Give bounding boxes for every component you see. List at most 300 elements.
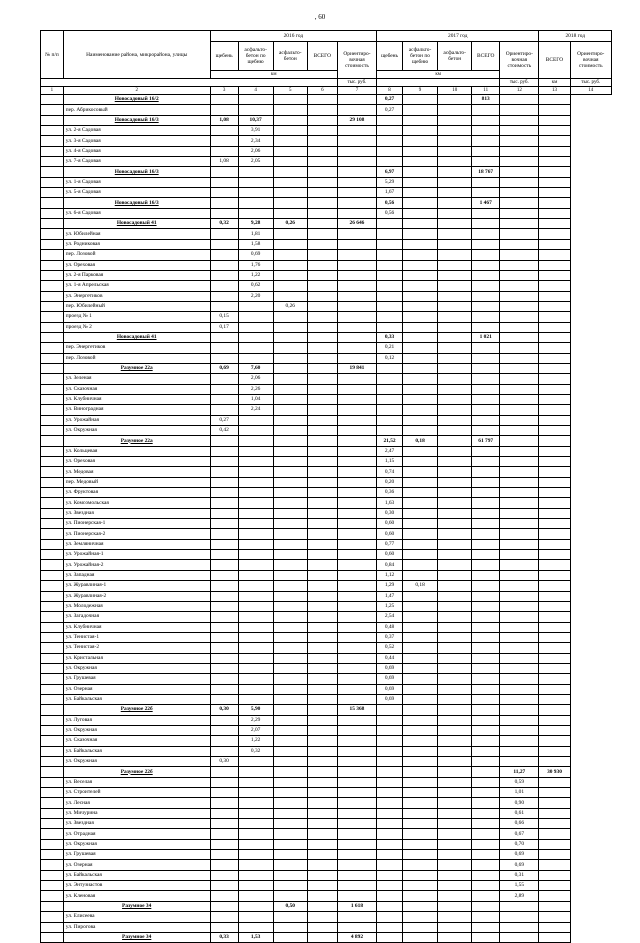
value-cell [337, 529, 376, 539]
value-cell [500, 570, 539, 580]
value-cell [337, 157, 376, 167]
value-cell [307, 115, 337, 125]
value-cell [273, 922, 307, 932]
value-cell [273, 281, 307, 291]
value-cell [500, 705, 539, 715]
value-cell [438, 715, 472, 725]
value-cell [472, 353, 500, 363]
value-cell [307, 829, 337, 839]
value-cell: 0,42 [210, 426, 238, 436]
street-row [41, 829, 612, 839]
value-cell [210, 177, 238, 187]
value-cell [438, 477, 472, 487]
street-name: ул. Байкальская [63, 870, 210, 880]
value-cell [472, 684, 500, 694]
value-cell [273, 146, 307, 156]
value-cell [539, 891, 570, 901]
value-cell [438, 219, 472, 229]
value-cell: 2,06 [238, 374, 273, 384]
value-cell [472, 829, 500, 839]
value-cell [438, 95, 472, 105]
value-cell [238, 353, 273, 363]
row-number-cell [41, 736, 64, 746]
value-cell: 0,50 [273, 901, 307, 911]
unit-cost-2017: тыс. руб. [500, 79, 539, 87]
value-cell [539, 808, 570, 818]
row-number-cell [41, 632, 64, 642]
value-cell [307, 643, 337, 653]
value-cell [539, 839, 570, 849]
street-name: ул. Пионерская-1 [63, 519, 210, 529]
street-row [41, 757, 612, 767]
value-cell [402, 684, 437, 694]
row-number-cell [41, 332, 64, 342]
value-cell [472, 653, 500, 663]
value-cell [273, 632, 307, 642]
value-cell [539, 488, 570, 498]
value-cell [402, 901, 437, 911]
value-cell [273, 519, 307, 529]
group-name: Новосадовый 16/3 [63, 198, 210, 208]
value-cell [210, 498, 238, 508]
value-cell: 0,18 [402, 436, 437, 446]
value-cell [210, 281, 238, 291]
row-number-cell [41, 415, 64, 425]
value-cell [238, 529, 273, 539]
value-cell [472, 777, 500, 787]
row-number-cell [41, 239, 64, 249]
value-cell [402, 260, 437, 270]
value-cell [238, 881, 273, 891]
value-cell [438, 632, 472, 642]
value-cell [273, 777, 307, 787]
value-cell [500, 198, 539, 208]
value-cell [539, 539, 570, 549]
value-cell [210, 208, 238, 218]
value-cell [337, 912, 376, 922]
value-cell [238, 436, 273, 446]
value-cell [402, 653, 437, 663]
value-cell [377, 405, 403, 415]
street-name: ул. 1-я Апрельская [63, 281, 210, 291]
value-cell: 1,63 [377, 498, 403, 508]
row-number-cell [41, 519, 64, 529]
value-cell [273, 374, 307, 384]
street-row [41, 126, 612, 136]
value-cell: 0,77 [377, 539, 403, 549]
value-cell [210, 632, 238, 642]
col-name-header: Наименование района, микрорайона, улицы [63, 31, 210, 79]
value-cell [337, 250, 376, 260]
value-cell: 2,34 [238, 136, 273, 146]
value-cell [438, 343, 472, 353]
value-cell [402, 177, 437, 187]
value-cell [438, 177, 472, 187]
value-cell [402, 529, 437, 539]
value-cell [402, 570, 437, 580]
value-cell [438, 663, 472, 673]
row-number-cell [41, 860, 64, 870]
value-cell [210, 881, 238, 891]
column-number: 9 [402, 87, 437, 95]
column-number: 1 [41, 87, 64, 95]
value-cell [377, 250, 403, 260]
value-cell: 0,27 [210, 415, 238, 425]
value-cell [500, 591, 539, 601]
street-row [41, 694, 612, 704]
value-cell [472, 301, 500, 311]
street-row [41, 322, 612, 332]
value-cell [210, 508, 238, 518]
value-cell [307, 457, 337, 467]
gravel-2017: щебень [377, 42, 403, 71]
value-cell [438, 591, 472, 601]
value-cell: 0,69 [500, 860, 539, 870]
gravel-2016: щебень [210, 42, 238, 71]
unit-spacer-left [41, 79, 338, 87]
value-cell [438, 394, 472, 404]
value-cell [402, 322, 437, 332]
value-cell [337, 860, 376, 870]
value-cell [273, 684, 307, 694]
row-number-cell [41, 394, 64, 404]
street-row [41, 446, 612, 456]
value-cell [539, 95, 570, 105]
value-cell [438, 932, 472, 942]
value-cell [273, 581, 307, 591]
value-cell [273, 239, 307, 249]
value-cell [337, 322, 376, 332]
value-cell [273, 229, 307, 239]
street-name: ул. 7-я Садовая [63, 157, 210, 167]
street-name: ул. Озерная [63, 684, 210, 694]
value-cell [402, 757, 437, 767]
street-name: ул. Отрадная [63, 829, 210, 839]
value-cell [402, 746, 437, 756]
value-cell [377, 788, 403, 798]
street-row [41, 725, 612, 735]
value-cell [307, 560, 337, 570]
value-cell [210, 519, 238, 529]
value-cell [307, 632, 337, 642]
value-cell [500, 301, 539, 311]
value-cell: 2,24 [238, 405, 273, 415]
value-cell [273, 705, 307, 715]
value-cell [539, 705, 570, 715]
value-cell [307, 488, 337, 498]
value-cell: 2,20 [238, 291, 273, 301]
value-cell [307, 498, 337, 508]
value-cell [307, 281, 337, 291]
value-cell [238, 539, 273, 549]
value-cell [210, 777, 238, 787]
value-cell [307, 239, 337, 249]
row-number-cell [41, 777, 64, 787]
value-cell [273, 353, 307, 363]
value-cell [307, 581, 337, 591]
value-cell [337, 674, 376, 684]
value-cell [307, 819, 337, 829]
group-name: Новосадовый 41 [63, 219, 210, 229]
value-cell [210, 446, 238, 456]
value-cell [402, 912, 437, 922]
value-cell [273, 881, 307, 891]
value-cell: 1,04 [238, 394, 273, 404]
group-name: Новосадовый 16/3 [63, 115, 210, 125]
value-cell: 0,32 [238, 746, 273, 756]
row-number-cell [41, 612, 64, 622]
value-cell: 0,30 [210, 705, 238, 715]
value-cell [210, 467, 238, 477]
value-cell [307, 663, 337, 673]
value-cell [273, 95, 307, 105]
value-cell [307, 167, 337, 177]
value-cell [539, 219, 570, 229]
value-cell [377, 881, 403, 891]
value-cell [402, 777, 437, 787]
value-cell [402, 291, 437, 301]
value-cell [539, 560, 570, 570]
value-cell [539, 229, 570, 239]
value-cell [402, 343, 437, 353]
street-row [41, 870, 612, 880]
value-cell [472, 891, 500, 901]
value-cell [438, 860, 472, 870]
value-cell [273, 839, 307, 849]
value-cell [539, 932, 570, 942]
value-cell: 0,69 [377, 674, 403, 684]
value-cell [307, 157, 337, 167]
value-cell [402, 839, 437, 849]
value-cell [273, 829, 307, 839]
value-cell [377, 819, 403, 829]
value-cell [438, 570, 472, 580]
value-cell [307, 736, 337, 746]
value-cell [377, 922, 403, 932]
value-cell [472, 488, 500, 498]
value-cell [402, 725, 437, 735]
group-row [41, 901, 612, 911]
street-row [41, 374, 612, 384]
street-name: ул. 1-я Садовая [63, 177, 210, 187]
value-cell [307, 394, 337, 404]
row-number-cell [41, 146, 64, 156]
value-cell [539, 632, 570, 642]
value-cell [438, 901, 472, 911]
value-cell [402, 715, 437, 725]
value-cell [377, 126, 403, 136]
value-cell [337, 850, 376, 860]
street-row [41, 426, 612, 436]
group-row [41, 167, 612, 177]
value-cell [402, 612, 437, 622]
value-cell [472, 705, 500, 715]
value-cell [238, 177, 273, 187]
value-cell [500, 653, 539, 663]
value-cell [210, 829, 238, 839]
value-cell [337, 601, 376, 611]
value-cell [500, 250, 539, 260]
value-cell [377, 115, 403, 125]
value-cell [472, 643, 500, 653]
value-cell [438, 384, 472, 394]
value-cell: 2,29 [238, 715, 273, 725]
value-cell [337, 539, 376, 549]
value-cell [500, 457, 539, 467]
value-cell [472, 870, 500, 880]
total-2017: ВСЕГО [472, 42, 500, 71]
street-name: ул. Урожайная [63, 415, 210, 425]
value-cell [539, 694, 570, 704]
row-number-cell [41, 788, 64, 798]
value-cell [472, 674, 500, 684]
value-cell [238, 188, 273, 198]
value-cell [210, 643, 238, 653]
value-cell [210, 663, 238, 673]
value-cell [438, 281, 472, 291]
value-cell [500, 736, 539, 746]
value-cell [472, 126, 500, 136]
value-cell [438, 498, 472, 508]
street-name: ул. 5-я Садовая [63, 188, 210, 198]
value-cell [402, 632, 437, 642]
value-cell: 61 797 [472, 436, 500, 446]
value-cell: 0,18 [402, 581, 437, 591]
value-cell [337, 312, 376, 322]
value-cell [472, 177, 500, 187]
value-cell [438, 519, 472, 529]
value-cell [238, 446, 273, 456]
group-name: Разумное 22а [63, 436, 210, 446]
value-cell [210, 819, 238, 829]
value-cell [307, 477, 337, 487]
value-cell [377, 239, 403, 249]
value-cell [539, 374, 570, 384]
value-cell [539, 819, 570, 829]
value-cell [377, 860, 403, 870]
value-cell [539, 188, 570, 198]
value-cell [337, 788, 376, 798]
value-cell [539, 343, 570, 353]
value-cell: 3,91 [238, 126, 273, 136]
cost-2017: Ориентиро-вочная стоимость [500, 42, 539, 79]
value-cell [402, 767, 437, 777]
value-cell [377, 746, 403, 756]
value-cell [273, 312, 307, 322]
value-cell [377, 757, 403, 767]
value-cell [210, 550, 238, 560]
value-cell [210, 591, 238, 601]
value-cell [337, 767, 376, 777]
value-cell [273, 291, 307, 301]
value-cell [500, 405, 539, 415]
value-cell [438, 612, 472, 622]
value-cell [377, 767, 403, 777]
value-cell [273, 808, 307, 818]
value-cell [438, 850, 472, 860]
street-row [41, 281, 612, 291]
row-number-cell [41, 208, 64, 218]
value-cell [539, 394, 570, 404]
value-cell [337, 239, 376, 249]
value-cell [402, 188, 437, 198]
value-cell [210, 798, 238, 808]
value-cell [402, 881, 437, 891]
value-cell: 11,27 [500, 767, 539, 777]
value-cell [539, 922, 570, 932]
value-cell [472, 529, 500, 539]
value-cell [337, 436, 376, 446]
column-number: 7 [337, 87, 376, 95]
value-cell [307, 860, 337, 870]
value-cell [337, 591, 376, 601]
value-cell [539, 405, 570, 415]
value-cell [438, 488, 472, 498]
row-number-cell [41, 270, 64, 280]
value-cell [472, 767, 500, 777]
value-cell [377, 363, 403, 373]
group-name: Разумное 22б [63, 705, 210, 715]
value-cell [438, 467, 472, 477]
value-cell [539, 591, 570, 601]
value-cell [472, 363, 500, 373]
value-cell [307, 653, 337, 663]
value-cell: 0,33 [210, 932, 238, 942]
street-name: ул. Мичурина [63, 808, 210, 818]
value-cell [337, 757, 376, 767]
value-cell [337, 426, 376, 436]
value-cell [500, 353, 539, 363]
value-cell [500, 126, 539, 136]
street-name: ул. Медовая [63, 467, 210, 477]
value-cell [539, 663, 570, 673]
value-cell [539, 291, 570, 301]
value-cell [273, 643, 307, 653]
value-cell [500, 746, 539, 756]
row-number-cell [41, 188, 64, 198]
value-cell [402, 446, 437, 456]
value-cell [337, 777, 376, 787]
street-row [41, 229, 612, 239]
value-cell [472, 446, 500, 456]
value-cell: 0,56 [377, 208, 403, 218]
value-cell: 1 021 [472, 332, 500, 342]
value-cell [238, 322, 273, 332]
value-cell [238, 550, 273, 560]
street-row [41, 715, 612, 725]
value-cell [238, 901, 273, 911]
value-cell [238, 694, 273, 704]
value-cell [402, 643, 437, 653]
value-cell: 0,56 [377, 198, 403, 208]
value-cell [539, 757, 570, 767]
value-cell [337, 891, 376, 901]
value-cell [238, 767, 273, 777]
value-cell [472, 539, 500, 549]
value-cell: 5,90 [238, 705, 273, 715]
year-2017-header: 2017 год [377, 31, 539, 42]
value-cell [377, 136, 403, 146]
value-cell [438, 126, 472, 136]
value-cell [472, 715, 500, 725]
street-name: ул. Загадочная [63, 612, 210, 622]
street-row [41, 632, 612, 642]
value-cell [539, 860, 570, 870]
value-cell [238, 912, 273, 922]
value-cell [438, 312, 472, 322]
value-cell [307, 415, 337, 425]
value-cell [539, 146, 570, 156]
